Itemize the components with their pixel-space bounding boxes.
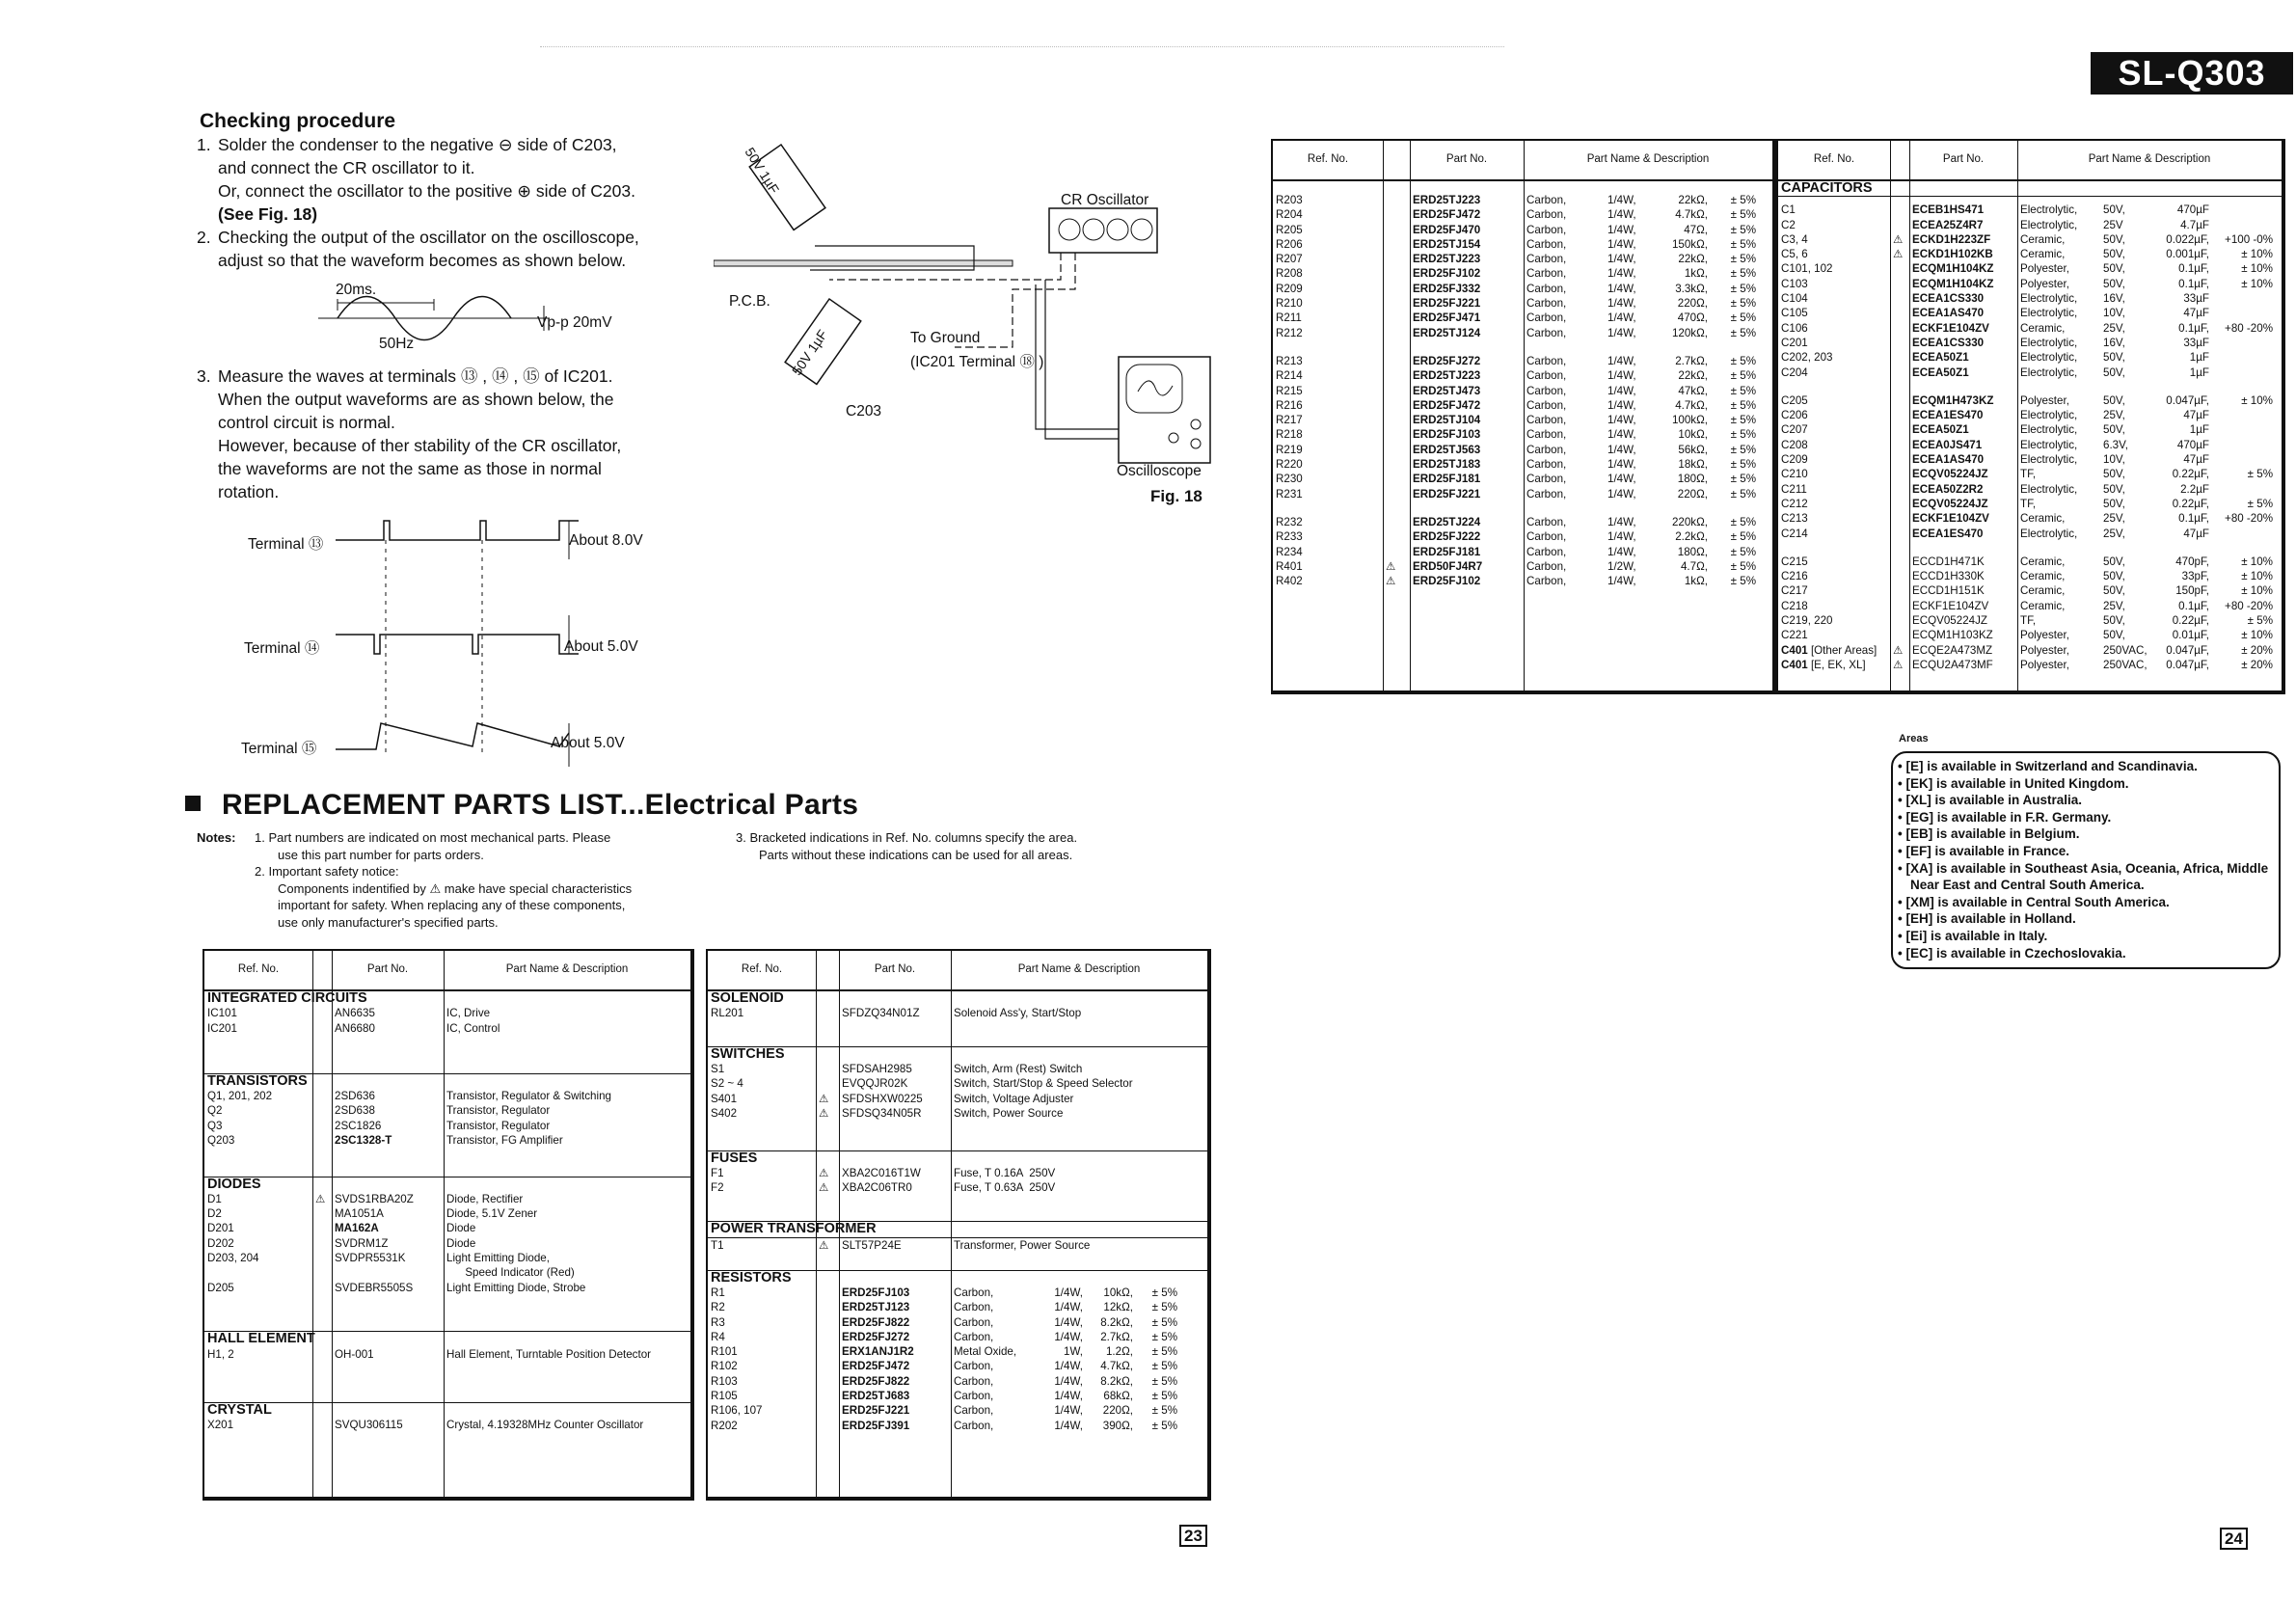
terminal-15-label: Terminal ⑮ — [241, 741, 317, 757]
part-cell: MA162A — [335, 1222, 379, 1235]
desc-cell: 22kΩ, 4.7kΩ, 47Ω, 150kΩ, 22kΩ, 1kΩ, 3.3kΩ, 220Ω, 470Ω, 120kΩ, — [1671, 194, 1708, 339]
note-line: Parts without these indications can be used for all areas. — [759, 847, 1073, 862]
part-cell: SFDZQ34N01Z — [842, 1007, 920, 1020]
warning-icon: ⚠ ⚠ — [1386, 559, 1396, 588]
desc-cell: Crystal, 4.19328MHz Counter Oscillator — [446, 1419, 644, 1432]
desc-cell: Carbon, Carbon, Carbon, Carbon, Carbon, Carbon, Carbon, Carbon, Carbon, Carbon, — [1526, 194, 1567, 339]
area-item: • [EC] is available in Czechoslovakia. — [1898, 945, 2126, 961]
figure-caption: Fig. 18 — [1150, 487, 1202, 505]
category-heading: CRYSTAL — [207, 1402, 272, 1419]
category-heading: SOLENOID — [711, 990, 784, 1006]
area-item: • [Ei] is available in Italy. — [1898, 928, 2048, 943]
cr-oscillator-label: CR Oscillator — [1061, 192, 1149, 208]
part-cell: AN6635 AN6680 — [335, 1007, 375, 1035]
step-3-line: When the output waveforms are as shown below, the — [218, 390, 614, 409]
desc-cell: Polyester, Electrolytic, Electrolytic, Electrolytic, Electrolytic, TF, Electrolytic, TF, Ceramic, Electrolytic, — [2020, 393, 2078, 540]
step-1-figref: (See Fig. 18) — [218, 204, 318, 224]
desc-cell: 10kΩ, 12kΩ, 8.2kΩ, 2.7kΩ, 1.2Ω, 4.7kΩ, 8.2kΩ, 68kΩ, 220Ω, 390Ω, — [1100, 1286, 1133, 1432]
step-2-line: adjust so that the waveform becomes as shown below. — [218, 251, 627, 270]
wave-period-label: 20ms. — [336, 282, 377, 298]
col-header-part: Part No. — [332, 951, 444, 990]
wave-amplitude-label: Vp-p 20mV — [537, 314, 612, 331]
ref-cell: C1 C2 C3, 4 C5, 6 C101, 102 C103 C104 C105 C106 C201 C202, 203 C204 — [1781, 203, 1833, 379]
col-header-ref: Ref. No. — [708, 951, 816, 990]
column-rule — [1890, 141, 1891, 690]
desc-cell: ± 5% ± 5% ± 5% ± 5% ± 5% ± 5% ± 5% ± 5% ± 5% ± 5% — [1151, 1286, 1177, 1432]
ground-label: To Ground — [910, 330, 981, 346]
ref-cell: R203 R204 R205 R206 R207 R208 R209 R210 R211 R212 — [1276, 194, 1303, 339]
col-header-desc: Part Name & Description — [2017, 141, 2282, 180]
category-heading: CAPACITORS — [1778, 180, 2282, 197]
terminal-13-voltage: About 8.0V — [569, 532, 643, 549]
section-title — [185, 789, 858, 822]
header-rule — [540, 46, 1504, 49]
column-rule — [839, 951, 840, 1497]
desc-cell: 220kΩ, 2.2kΩ, 180Ω, 4.7Ω, 1kΩ, — [1671, 515, 1708, 588]
areas-box — [1891, 751, 2281, 969]
desc-cell: +100 -0% ± 10% ± 10% ± 10% +80 -20% — [2225, 232, 2273, 335]
desc-cell: 470µF 4.7µF 0.022µF, 0.001µF, 0.1µF, 0.1µF, 33µF 47µF 0.1µF, 33µF 1µF 1µF — [2166, 203, 2209, 379]
desc-cell: Diode, Rectifier Diode, 5.1V Zener Diode Diode Light Emitting Diode, Speed Indicator (Red) Light Emitting Diode, Strobe — [446, 1192, 586, 1294]
column-rule — [1524, 141, 1525, 690]
col-header-ref: Ref. No. — [1273, 141, 1383, 180]
ref-cell: R1 R2 R3 R4 R101 R102 R103 R105 R106, 107 R202 — [711, 1286, 763, 1432]
part-cell: SLT57P24E — [842, 1238, 902, 1252]
column-rule — [816, 951, 817, 1497]
part-cell: SVQU306115 — [335, 1419, 403, 1432]
step-number: 2. — [197, 228, 211, 247]
step-number: 1. — [197, 135, 211, 154]
column-rule — [1410, 141, 1411, 690]
desc-cell: ± 5% ± 5% ± 5% ± 5% ± 5% ± 5% ± 5% ± 5% ± 5% ± 5% — [1730, 354, 1756, 501]
desc-cell: IC, Drive IC, Control — [446, 1007, 500, 1035]
desc-cell: 1/4W, 1/4W, 1/4W, 1/4W, 1/4W, 1/4W, 1/4W, 1/4W, 1/4W, 1/4W, — [1607, 354, 1636, 501]
desc-cell: Fuse, T 0.16A 250V Fuse, T 0.63A 250V — [954, 1166, 1056, 1195]
areas-title: Areas — [1899, 733, 1929, 744]
area-item: • [EG] is available in F.R. Germany. — [1898, 809, 2112, 825]
area-tag: [E, EK, XL] — [1807, 658, 1866, 671]
note-line: 2. Important safety notice: — [255, 864, 399, 879]
column-rule — [444, 951, 445, 1497]
desc-cell: Transformer, Power Source — [954, 1238, 1091, 1252]
terminal-15-voltage: About 5.0V — [551, 735, 625, 751]
desc-cell: Carbon, Carbon, Carbon, Carbon, Carbon, — [1526, 515, 1567, 588]
step-1-line: Solder the condenser to the negative ⊖ side of C203, — [218, 135, 617, 154]
ref-cell: C205 C206 C207 C208 C209 C210 C211 C212 C213 C214 — [1781, 393, 1808, 540]
terminal-14-label: Terminal ⑭ — [244, 640, 320, 657]
area-item: • [EH] is available in Holland. — [1898, 911, 2076, 927]
note-line: important for safety. When replacing any of these components, — [278, 898, 626, 912]
warning-icon: ⚠ ⚠ — [1893, 232, 1904, 261]
desc-cell: Carbon, Carbon, Carbon, Carbon, Metal Oxide, Carbon, Carbon, Carbon, Carbon, Carbon, — [954, 1286, 1017, 1432]
area-item: • [E] is available in Switzerland and Scandinavia. — [1898, 759, 2198, 773]
part-cell: SFDSAH2985 EVQQJR02K SFDSHXW0225 SFDSQ34N05R — [842, 1063, 923, 1120]
column-rule — [951, 951, 952, 1497]
desc-cell: 470pF, 33pF, 150pF, 0.1µF, 0.22µF, 0.01µF, 0.047µF, 0.047µF, — [2166, 555, 2209, 671]
part-cell: SVDS1RBA20Z MA1051A — [335, 1192, 414, 1221]
col-header-part: Part No. — [839, 951, 951, 990]
terminal-14-voltage: About 5.0V — [564, 638, 638, 655]
page-number-left: 23 — [1179, 1525, 1207, 1547]
desc-cell: Carbon, Carbon, Carbon, Carbon, Carbon, Carbon, Carbon, Carbon, Carbon, Carbon, — [1526, 354, 1567, 501]
category-heading: INTEGRATED CIRCUITS — [207, 990, 367, 1006]
note-line: Components indentified by ⚠ make have special characteristics — [278, 880, 633, 896]
ref-cell: C401 — [1781, 658, 1808, 671]
desc-cell: ± 10% ± 10% ± 10% +80 -20% ± 5% ± 10% ± 20% ± 20% — [2225, 555, 2273, 671]
ref-cell: C215 C216 C217 C218 C219, 220 C221 — [1781, 555, 1833, 642]
part-cell: ERD25FJ103 ERD25TJ123 ERD25FJ822 ERD25FJ272 ERX1ANJ1R2 ERD25FJ472 ERD25FJ822 ERD25TJ683 ERD25FJ221 ERD25FJ391 — [842, 1286, 914, 1432]
step-3-line: control circuit is normal. — [218, 413, 395, 432]
ref-cell: RL201 — [711, 1007, 744, 1020]
desc-cell: Hall Element, Turntable Position Detector — [446, 1347, 652, 1361]
warning-icon: ⚠ ⚠ — [819, 1092, 829, 1120]
desc-cell: 1/4W, 1/4W, 1/4W, 1/4W, 1W, 1/4W, 1/4W, 1/4W, 1/4W, 1/4W, — [1054, 1286, 1083, 1432]
warning-icon: ⚠ — [819, 1238, 829, 1252]
col-header-part: Part No. — [1909, 141, 2017, 180]
area-item: • [EK] is available in United Kingdom. — [1898, 775, 2129, 791]
parts-table-3 — [1271, 139, 1776, 694]
desc-cell: ± 5% ± 5% ± 5% ± 5% ± 5% — [1730, 515, 1756, 588]
area-item: • [XA] is available in Southeast Asia, Oceania, Africa, Middle Near East and Central South America. — [1898, 860, 2269, 893]
desc-cell: ± 10% ± 5% ± 5% +80 -20% — [2225, 393, 2273, 526]
col-header-desc: Part Name & Description — [444, 951, 690, 990]
ref-cell: S1 S2 ~ 4 S401 S402 — [711, 1063, 743, 1120]
part-cell: XBA2C016T1W XBA2C06TR0 — [842, 1166, 921, 1195]
part-cell: ECCD1H471K ECCD1H330K ECCD1H151K ECKF1E104ZV ECQV05224JZ ECQM1H103KZ ECQE2A473MZ ECQU2A473MF — [1912, 555, 1993, 671]
area-item: • [XM] is available in Central South America. — [1898, 894, 2170, 909]
ref-cell: R232 R233 R234 R401 R402 — [1276, 515, 1303, 588]
part-cell: SVDRM1Z SVDPR5531K SVDEBR5505S — [335, 1236, 414, 1294]
step-1-line: and connect the CR oscillator to it. — [218, 158, 475, 177]
parts-table-4 — [1776, 139, 2285, 694]
warning-icon: ⚠ ⚠ — [1893, 643, 1904, 671]
column-rule — [2017, 141, 2018, 690]
category-heading: FUSES — [711, 1150, 758, 1166]
category-heading: TRANSISTORS — [207, 1073, 308, 1089]
c203-label: C203 — [846, 403, 882, 420]
category-heading: RESISTORS — [711, 1270, 792, 1286]
step-3-line: Measure the waves at terminals ⑬ , ⑭ , ⑮ of IC201. — [218, 366, 613, 386]
desc-cell: Solenoid Ass'y, Start/Stop — [954, 1007, 1082, 1020]
desc-cell: Switch, Arm (Rest) Switch Switch, Start/Stop & Speed Selector Switch, Voltage Adjuster Switch, Power Source — [954, 1063, 1133, 1120]
note-line: use only manufacturer's specified parts. — [278, 914, 499, 930]
desc-cell: ± 5% ± 5% ± 5% ± 5% ± 5% ± 5% ± 5% ± 5% ± 5% ± 5% — [1730, 194, 1756, 339]
area-item: • [EF] is available in France. — [1898, 843, 2070, 858]
part-cell: ECQM1H473KZ ECEA1ES470 ECEA50Z1 ECEA0JS471 ECEA1AS470 ECQV05224JZ ECEA50Z2R2 ECQV05224JZ ECKF1E104ZV ECEA1ES470 — [1912, 393, 1994, 540]
ground-terminal-label: (IC201 Terminal ⑱ ) — [910, 354, 1044, 370]
wave-frequency-label: 50Hz — [379, 336, 415, 352]
step-3-line: However, because of ther stability of the CR oscillator, — [218, 436, 622, 455]
desc-cell: 50V, 25V 50V, 50V, 50V, 50V, 16V, 10V, 25V, 16V, 50V, 50V, — [2103, 203, 2125, 379]
ref-cell: R213 R214 R215 R216 R217 R218 R219 R220 R230 R231 — [1276, 354, 1303, 501]
parts-table-2 — [706, 949, 1211, 1501]
column-rule — [312, 951, 313, 1497]
ref-cell: IC101 IC201 — [207, 1007, 237, 1035]
desc-cell: Electrolytic, Electrolytic, Ceramic, Ceramic, Polyester, Polyester, Electrolytic, Electrolytic, Ceramic, Electrolytic, Electrolytic, Electrolytic, — [2020, 203, 2078, 379]
ref-cell: F1 F2 — [711, 1166, 724, 1195]
category-heading: POWER TRANSFORMER — [711, 1221, 877, 1237]
step-2-line: Checking the output of the oscillator on the oscilloscope, — [218, 228, 639, 247]
section-title-text: REPLACEMENT PARTS LIST...Electrical Parts — [222, 789, 859, 821]
desc-cell: 1/4W, 1/4W, 1/4W, 1/2W, 1/4W, — [1607, 515, 1636, 588]
part-cell: 2SC1328-T — [335, 1133, 392, 1147]
capacitor-label-bottom: 50V 1µF — [789, 326, 831, 378]
notes-label: Notes: — [197, 830, 236, 845]
column-rule — [1909, 141, 1910, 690]
part-cell: ERD25TJ223 ERD25FJ472 ERD25FJ470 ERD25TJ154 ERD25TJ223 ERD25FJ102 ERD25FJ332 ERD25FJ221 ERD25FJ471 ERD25TJ124 — [1413, 194, 1481, 339]
ref-cell: X201 — [207, 1419, 234, 1432]
ref-cell: Q1, 201, 202 Q2 Q3 Q203 — [207, 1090, 273, 1147]
note-line: 1. Part numbers are indicated on most mechanical parts. Please — [255, 830, 611, 845]
col-header-ref: Ref. No. — [204, 951, 312, 990]
ref-cell: D1 D2 D201 D202 D203, 204 D205 — [207, 1192, 259, 1294]
desc-cell: Ceramic, Ceramic, Ceramic, Ceramic, TF, Polyester, Polyester, Polyester, — [2020, 555, 2069, 671]
desc-cell: 1/4W, 1/4W, 1/4W, 1/4W, 1/4W, 1/4W, 1/4W, 1/4W, 1/4W, 1/4W, — [1607, 194, 1636, 339]
model-badge: SL-Q303 — [2091, 52, 2293, 95]
area-tag: [Other Areas] — [1807, 643, 1877, 657]
ref-cell: T1 — [711, 1238, 724, 1252]
warning-icon: ⚠ — [315, 1192, 326, 1205]
checking-steps — [197, 133, 660, 272]
category-heading: HALL ELEMENT — [207, 1331, 315, 1347]
desc-cell: 0.047µF, 47µF 1µF 470µF 47µF 0.22µF, 2.2µF 0.22µF, 0.1µF, 47µF — [2166, 393, 2209, 540]
terminal-13-label: Terminal ⑬ — [248, 536, 324, 553]
part-cell: ERD25FJ272 ERD25TJ223 ERD25TJ473 ERD25FJ472 ERD25TJ104 ERD25FJ103 ERD25TJ563 ERD25TJ183 ERD25FJ181 ERD25FJ221 — [1413, 354, 1481, 501]
col-header-desc: Part Name & Description — [951, 951, 1207, 990]
part-cell: ERD25TJ224 ERD25FJ222 ERD25FJ181 ERD50FJ4R7 ERD25FJ102 — [1413, 515, 1483, 588]
ref-cell: H1, 2 — [207, 1347, 234, 1361]
page-number-right: 24 — [2220, 1528, 2248, 1550]
oscilloscope-label: Oscilloscope — [1117, 463, 1202, 479]
col-header-desc: Part Name & Description — [1524, 141, 1772, 180]
col-header-ref: Ref. No. — [1778, 141, 1890, 180]
step-3-line: the waveforms are not the same as those in normal — [218, 459, 602, 478]
checking-title: Checking procedure — [200, 110, 396, 132]
desc-cell: 2.7kΩ, 22kΩ, 47kΩ, 4.7kΩ, 100kΩ, 10kΩ, 56kΩ, 18kΩ, 180Ω, 220Ω, — [1671, 354, 1708, 501]
column-rule — [1383, 141, 1384, 690]
col-header-part: Part No. — [1410, 141, 1524, 180]
square-bullet-icon — [185, 796, 201, 811]
part-cell: 2SD636 2SD638 2SC1826 — [335, 1090, 382, 1132]
column-rule — [332, 951, 333, 1497]
desc-cell: 50V, 50V, 50V, 25V, 50V, 50V, 250VAC, 250VAC, — [2103, 555, 2147, 671]
area-item: • [XL] is available in Australia. — [1898, 793, 2083, 808]
parts-table-1 — [203, 949, 694, 1501]
step-1-line: Or, connect the oscillator to the positive ⊕ side of C203. — [218, 181, 635, 201]
desc-cell: Transistor, Regulator & Switching Transistor, Regulator Transistor, Regulator Transistor, FG Amplifier — [446, 1090, 611, 1147]
warning-icon: ⚠ ⚠ — [819, 1166, 829, 1195]
pcb-label: P.C.B. — [729, 293, 770, 310]
category-heading: SWITCHES — [711, 1046, 785, 1062]
notes — [197, 829, 717, 931]
note-line: 3. Bracketed indications in Ref. No. columns specify the area. — [736, 830, 1078, 845]
step-3-line: rotation. — [218, 482, 280, 501]
capacitor-label-top: 50V 1µF — [742, 145, 783, 197]
part-cell: ECEB1HS471 ECEA25Z4R7 ECKD1H223ZF ECKD1H102KB ECQM1H104KZ ECQM1H104KZ ECEA1CS330 ECEA1AS470 ECKF1E104ZV ECEA1CS330 ECEA50Z1 ECEA50Z1 — [1912, 203, 1994, 379]
part-cell: OH-001 — [335, 1347, 374, 1361]
notes-right — [736, 829, 1199, 863]
ref-cell: C401 — [1781, 643, 1808, 657]
note-line: use this part number for parts orders. — [278, 847, 484, 862]
checking-step-3 — [197, 365, 660, 503]
desc-cell: 50V, 25V, 50V, 6.3V, 10V, 50V, 50V, 50V, 25V, 25V, — [2103, 393, 2129, 540]
category-heading: DIODES — [207, 1177, 261, 1192]
area-item: • [EB] is available in Belgium. — [1898, 826, 2080, 842]
step-number: 3. — [197, 366, 211, 386]
